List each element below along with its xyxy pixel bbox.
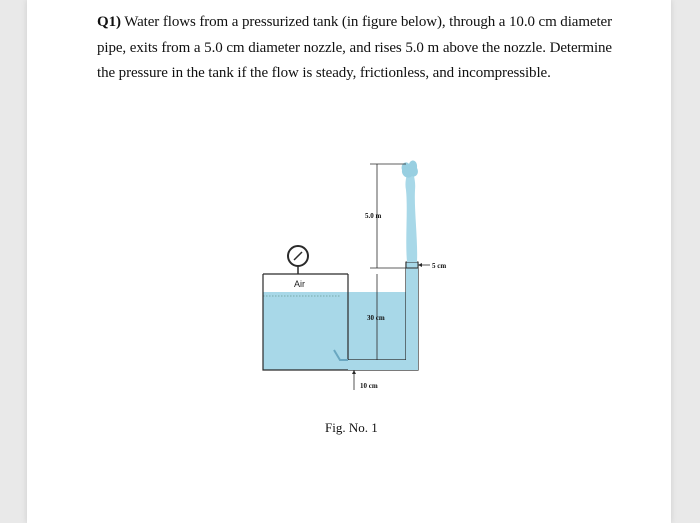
question-text-block <box>97 10 612 87</box>
air-label: Air <box>294 279 305 289</box>
tank-nozzle-figure <box>250 150 470 410</box>
depth-label: 30 cm <box>367 314 385 322</box>
water-jet <box>405 164 417 262</box>
question-body: Water flows from a pressurized tank (in figure below), through a 10.0 cm diameter pipe, exits from a 5.0 cm diameter nozzle, and rises 5.0 m above the nozzle. Determine the pressure in the tank if the flow is steady, frictionless, and incompressible. <box>97 14 612 81</box>
figure-caption: Fig. No. 1 <box>325 420 378 435</box>
nozzle <box>406 262 418 268</box>
pipe-bottom-water <box>348 360 406 370</box>
height-label: 5.0 m <box>365 212 382 220</box>
jet-spray <box>402 161 418 178</box>
question-number: Q1) <box>97 14 121 30</box>
pipe-label: 10 cm <box>360 382 378 390</box>
tank-water <box>263 292 406 370</box>
nozzle-label: 5 cm <box>432 262 447 270</box>
tank-diagram-svg <box>250 150 470 410</box>
pipe-water <box>406 262 418 370</box>
